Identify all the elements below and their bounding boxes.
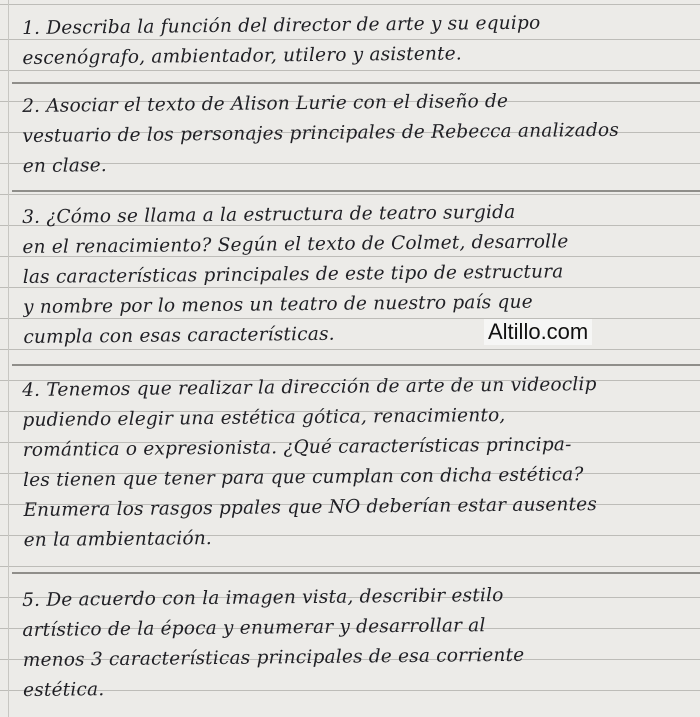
section-divider	[12, 82, 700, 84]
question-5-line-2: artístico de la época y enumerar y desarrollar al	[22, 615, 486, 641]
question-5-line-1: 5. De acuerdo con la imagen vista, describir estilo	[22, 584, 504, 611]
section-divider	[12, 364, 700, 366]
question-3-line-4: y nombre por lo menos un teatro de nuestro país que	[22, 291, 533, 318]
question-2	[22, 85, 698, 182]
question-2-line-1: 2. Asociar el texto de Alison Lurie con el diseño de	[22, 90, 509, 117]
question-1	[22, 7, 698, 74]
question-4-line-3: romántica o expresionista. ¿Qué características principa-	[22, 434, 572, 461]
question-3-line-1: 3. ¿Cómo se llama a la estructura de teatro surgida	[22, 201, 516, 228]
question-5	[22, 579, 698, 706]
question-3-line-2: en el renacimiento? Según el texto de Colmet, desarrolle	[22, 231, 569, 258]
question-3-line-3: las características principales de este tipo de estructura	[22, 261, 564, 288]
question-3	[22, 196, 699, 353]
question-4-line-2: pudiendo elegir una estética gótica, renacimiento,	[22, 404, 506, 431]
question-1-line-1: 1. Describa la función del director de arte y su equipo	[22, 12, 541, 39]
question-4-line-5: Enumera los rasgos ppales que NO deberían estar ausentes	[23, 493, 598, 521]
question-5-line-3: menos 3 características principales de esa corriente	[22, 644, 525, 671]
page-margin-line	[8, 0, 9, 717]
question-1-line-2: escenógrafo, ambientador, utilero y asistente.	[22, 43, 463, 69]
question-4-line-1: 4. Tenemos que realizar la dirección de arte de un videoclip	[22, 373, 597, 401]
question-3-line-5: cumpla con esas características.	[23, 323, 335, 348]
question-4-line-6: en la ambientación.	[23, 528, 213, 551]
section-divider	[12, 572, 700, 574]
question-2-line-3: en clase.	[22, 155, 108, 177]
question-5-line-4: estética.	[22, 679, 105, 701]
question-2-line-2: vestuario de los personajes principales de Rebecca analizados	[22, 119, 620, 147]
question-4-line-4: les tienen que tener para que cumplan con dicha estética?	[22, 464, 584, 491]
watermark-label: Altillo.com	[484, 319, 592, 345]
section-divider	[12, 190, 700, 192]
question-4	[22, 369, 699, 556]
